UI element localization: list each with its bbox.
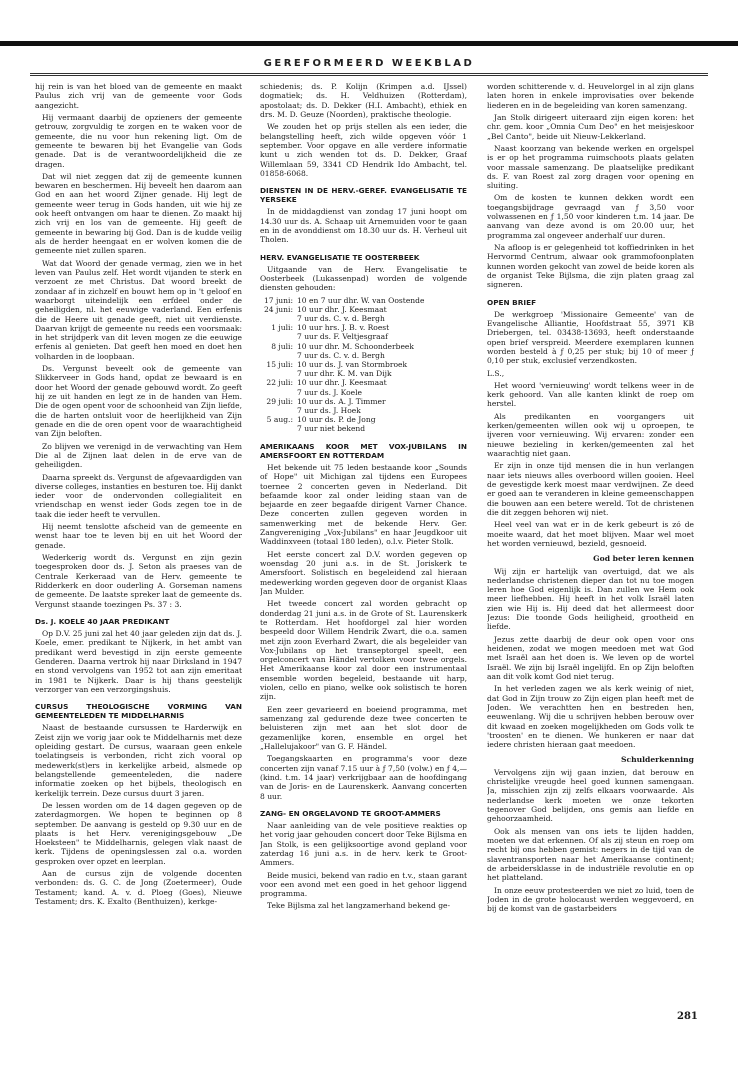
section-heading-oosterbeek: HERV. EVANGELISATIE TE OOSTERBEEK [260, 252, 420, 262]
schedule-line: 10 uur ds. J. van Stormbroek [297, 360, 408, 370]
section-heading-cursus: CURSUS THEOLOGISCHE VORMING VAN GEMEENTELEDEN TE MIDDELHARNIS [35, 702, 242, 721]
paragraph: Teke Bijlsma zal het langzamerhand bekend ge- [267, 901, 451, 911]
paragraph: Wat dat Woord der genade vermag, zien we in het leven van Paulus zelf. Het wordt vijanden te sterk en verzoent ze met Christus. Dat woord breekt de zondaar af in zichzelf en bouwt hem op in 't geloof en waarborgt uiteindelijk een erfdeel onder de geheiligden, nl. het eeuwige vaderland. Een erfenis die de Heere uit genade geeft, niet uit verdienste. Daarvan krijgt de gemeente nu reeds een voorsmaak: in het strijdperk van dit leven mogen ze die eeuwige erfenis al genieten. Dat geeft hen moed en doet hen volharden in de loopbaan. [35, 258, 242, 361]
section-heading-amerikaans-koor: AMERIKAANS KOOR MET VOX-JUBILANS IN AMERSFOORT EN ROTTERDAM [260, 441, 467, 460]
paragraph: Naast koorzang van bekende werken en orgelspel is er op het programma ruimschoots plaats gelaten voor massale samenzang. De plaatselijke predikant ds. F. van Roest zal zorg dragen voor opening en sluiting. [487, 143, 694, 191]
schedule-date: 24 juni: [263, 304, 293, 314]
paragraph: hij rein is van het bloed van de gemeente en maakt Paulus zich vrij van de gemeente voor Gods aangezicht. [35, 82, 242, 110]
service-schedule [260, 296, 467, 434]
paragraph: Het bekende uit 75 leden bestaande koor „Sounds of Hope" uit Michigan zal tijdens een Europees toernee 2 concerten geven in Nederland. Dit befaamde koor zal onder leiding staan van de bejaarde en zeer begaafde dirigent Varner Chance. Deze concerten zullen gegeven worden in samenwerking met de bekende Herv. Ger. Zangvereniging „Vox-Jubilans" en haar Jeugdkoor uit Waddinxveen (totaal 180 leden), o.l.v. Pieter Stolk. [260, 462, 467, 547]
masthead-title: GEREFORMEERD WEEKBLAD [263, 58, 475, 69]
paragraph: Wij zijn er hartelijk van overtuigd, dat we als nederlandse christenen dieper dan tot nu toe mogen leren hoe God eigenlijk is. Dan zullen we Hem ook meer liefhebben. Hij heeft in het volk Israël laten zien wie Hij is. Hij deed dat het allermeest door Jezus: Die toonde Gods heiligheid, grootheid en liefde. [487, 566, 694, 632]
paragraph: De werkgroep 'Missionaire Gemeente' van de Evangelische Alliantie, Hoofdstraat 55, 3971 KB Driebergen, tel. 03438-13693, heeft onderstaande open brief verspreid. Meerdere exemplaren kunnen worden besteld à ƒ 0,25 per stuk; bij 10 of meer ƒ 0,10 per stuk, exclusief verzendkosten. [487, 309, 694, 366]
page-number: 281 [677, 1011, 698, 1022]
schedule-line: 7 uur ds. J. Hoek [297, 406, 361, 416]
schedule-row [260, 305, 467, 323]
paragraph: Het eerste concert zal D.V. worden gegeven op woensdag 20 juni a.s. in de St. Joriskerk te Amersfoort. Solistisch en begeleidend zal hieraan medewerking worden gegeven door de organist Klaas Jan Mulder. [260, 549, 467, 596]
paragraph: Naar aanleiding van de vele positieve reakties op het vorig jaar gehouden concert door Teke Bijlsma en Jan Stolk, is een gelijksoortige avond gepland voor zaterdag 16 juni a.s. in de herv. kerk te Groot-Ammers. [260, 820, 467, 868]
schedule-line: 7 uur niet bekend [297, 424, 366, 434]
section-heading-groot-ammers: ZANG- EN ORGELAVOND TE GROOT-AMMERS [260, 808, 441, 818]
column-3 [487, 82, 694, 1042]
paragraph: Ook als mensen van ons iets te lijden hadden, moeten we dat erkennen. Of als zij steun en roep om recht bij ons hebben gemist: negers in de tijd van de slaventransporten naar het Amerikaanse continent; de arbeidersklasse in de industriële revolutie en op het platteland. [487, 826, 694, 883]
schedule-row [260, 323, 467, 341]
paragraph: Zo blijven we verenigd in de verwachting van Hem Die al de Zijnen laat delen in de erve van de geheiligden. [35, 441, 242, 470]
paragraph: Naast de bestaande cursussen te Harderwijk en Zeist zijn we vorig jaar ook te Middelharnis met deze opleiding gestart. De cursus, waaraan geen enkele toelatingseis is verbonden, richt zich vooral op medewerk(st)ers in kerkelijke arbeid, alsmede op belangstellende gemeenteleden, die nadere informatie zoeken op het bijbels, theologisch en kerkelijk terrein. Deze cursus duurt 3 jaren. [35, 723, 242, 798]
schedule-line: 10 uur ds. P. de Jong [297, 415, 376, 425]
paragraph: Vervolgens zijn wij gaan inzien, dat berouw en christelijke vreugde heel goed kunnen samengaan. Ja, misschien zijn zij zelfs elkaars voorwaarde. Als nederlandse kerk moeten we onze tekorten tegenover God belijden, ons gemis aan liefde en gehoorzaamheid. [487, 767, 694, 824]
schedule-line: 10 uur dhr. M. Schoonderbeek [297, 341, 414, 351]
paragraph: L.S., [487, 368, 505, 378]
paragraph: Aan de cursus zijn de volgende docenten verbonden: ds. G. C. de Jong (Zoetermeer), Oude Testament; kand. A. v. d. Ploeg (Goes), Nieuwe Testament; drs. K. Exalto (Benthuizen), kerkge- [35, 869, 242, 907]
column-2 [260, 82, 467, 1042]
paragraph: Als predikanten en voorgangers uit kerken/gemeenten willen ook wij u oproepen, te ijveren voor vernieuwing. Wij ervaren: zonder een nieuwe bezieling in kerken/gemeenten zal het waarachtig niet gaan. [487, 411, 694, 459]
schedule-line: 7 uur ds. C. v. d. Bergh [297, 314, 385, 324]
schedule-date: 1 juli: [271, 323, 293, 333]
paragraph: Op D.V. 25 juni zal het 40 jaar geleden zijn dat ds. J. Koele, emer. predikant te Nijkerk, in het ambt van predikant werd bevestigd in zijn eerste gemeente Genderen. Daarna vertrok hij naar Dirksland in 1947 en stond vervolgens van 1952 tot aan zijn emeritaat in 1981 te Nijkerk. Daar is hij thans geestelijk verzorger van een verzorgingshuis. [35, 628, 242, 694]
paragraph: Jezus zette daarbij de deur ook open voor ons heidenen, zodat we mogen meedoen met wat God met Israël aan het doen is. We leven op de wortel Israël. We zijn bij Israël ingelijfd. En op Zijn beloften aan dit volk komt God niet terug. [487, 634, 694, 681]
paragraph: Toegangskaarten en programma's voor deze concerten zijn vanaf 7.15 uur à ƒ 7,50 (volw.) en ƒ 4,— (kind. t.m. 14 jaar) verkrijgbaar aan de hoofdingang van de Joris- en de Laurenskerk. Aanvang concerten 8 uur. [260, 754, 467, 801]
paragraph: Wederkerig wordt ds. Vergunst en zijn gezin toegesproken door ds. J. Seton als praeses van de Centrale Kerkeraad van de Herv. gemeente te Ridderkerk en door ouderling A. Gorseman namens de gemeente. De laatste spreker laat de gemeente ds. Vergunst staande toezingen Ps. 37 : 3. [35, 553, 242, 609]
paragraph: Beide musici, bekend van radio en t.v., staan garant voor een avond met een goed in het gehoor liggend programma. [260, 870, 467, 899]
schedule-line: 10 en 7 uur dhr. W. van Oostende [297, 295, 425, 305]
schedule-date: 22 juli: [266, 378, 293, 388]
schedule-line: 7 uur dhr. K. M. van Dijk [297, 369, 392, 379]
section-heading-open-brief: OPEN BRIEF [487, 297, 537, 307]
paragraph: Een zeer gevarieerd en boeiend programma, met samenzang zal gedurende deze twee concerten te beluisteren zijn met aan het slot door de gezamenlijke koren, ensemble en orgel het „Hallelujakoor" van G. F. Händel. [260, 704, 467, 751]
paragraph: Hij vermaant daarbij de opzieners der gemeente getrouw, zorgvuldig te zorgen en te waken voor de gemeente, die nu voor hun rekening ligt. Om de gemeente te bewaren bij het Evangelie van Gods genade. Dat is de verantwoordelijkheid die ze dragen. [35, 112, 242, 169]
schedule-line: 7 uur ds. J. Koele [297, 387, 362, 397]
schedule-date: 5 aug.: [266, 415, 293, 425]
paragraph: In onze eeuw protesteerden we niet zo luid, toen de Joden in de grote holocaust werden weggevoerd, en bij de komst van de gastarbeiders [487, 885, 694, 914]
top-black-bar [0, 41, 738, 46]
schedule-line: 10 uur hrs. J. B. v. Roest [297, 323, 390, 333]
paragraph: We zouden het op prijs stellen als een ieder, die belangstelling heeft, zich wilde opgeven vóór 1 september. Voor opgave en alle verdere informatie kunt u zich wenden tot ds. D. Dekker, Graaf Willemlaan 59, 3341 CD Hendrik Ido Ambacht, tel. 01858-6068. [260, 122, 467, 178]
paragraph: Heel veel van wat er in de kerk gebeurt is zó de moeite waard, dat het moet blijven. Maar wel moet het worden vernieuwd, bezield, gesnoeid. [487, 520, 694, 548]
schedule-date: 17 juni: [263, 295, 293, 305]
paragraph: Uitgaande van de Herv. Evangelisatie te Oosterbeek (Lukassenpad) worden de volgende diensten gehouden: [260, 264, 467, 293]
schedule-row [260, 360, 467, 378]
schedule-date: 8 juli: [271, 341, 293, 351]
schedule-row [260, 296, 467, 305]
paragraph: Hij neemt tenslotte afscheid van de gemeente en wenst haar toe te leven bij en uit het Woord der genade. [35, 522, 242, 550]
schedule-row [260, 397, 467, 415]
schedule-line: 10 uur dhr. J. Keesmaat [297, 304, 387, 314]
paragraph: worden schitterende v. d. Heuvelorgel in al zijn glans laten horen in enkele improvisaties over bekende liederen en in de begeleiding van koren samenzang. [487, 82, 694, 110]
schedule-line: 10 uur dhr. J. Keesmaat [297, 378, 387, 388]
paragraph: Het tweede concert zal worden gebracht op donderdag 21 juni a.s. in de Grote of St. Laurenskerk te Rotterdam. Het hoofdorgel zal hier worden bespeeld door Willem Hendrik Zwart, die o.a. samen met zijn zoon Everhard Zwart, die als begeleider van Vox-Jubilans op het transeptorgel speelt, een orgelconcert van Händel vertolken voor twee orgels. Het Amerikaanse koor zal door een instrumentaal ensemble worden begeleid, bestaande uit harp, violen, cello en piano, welke ook solistisch te horen zijn. [260, 599, 467, 702]
paragraph: Er zijn in onze tijd mensen die in hun verlangen naar iets nieuws alles overboord willen gooien. Heel de gevestigde kerk moest maar verdwijnen. Ze deed er goed aan te veranderen in kleine gemeenschappen die bouwen aan een betere wereld. Tot de christenen die dit zeggen behoren wij niet. [487, 461, 694, 517]
paragraph: Daarna spreekt ds. Vergunst de afgevaardigden van diverse colleges, instanties en besturen toe. Hij dankt ieder voor de ondervonden collegialiteit en vriendschap en wenst ieder Gods zegen toe in de taak die ieder heeft te vervullen. [35, 472, 242, 519]
schedule-row [260, 342, 467, 360]
schedule-date: 29 juli: [266, 396, 293, 406]
schedule-line: 7 uur ds. F. Veltjesgraaf [297, 332, 388, 342]
paragraph: Het woord 'vernieuwing' wordt telkens weer in de kerk gehoord. Van alle kanten klinkt de roep om herstel. [487, 380, 694, 409]
paragraph: Dat wil niet zeggen dat zij de gemeente kunnen bewaren en beschermen. Hij beveelt hen daarom aan God en aan het woord Zijner genade. Hij legt de gemeente weer terug in Gods handen, uit wie hij ze ook heeft ontvangen om haar te dienen. Zo maakt hij zich vrij en los van de gemeente. Hij geeft de gemeente in bewaring bij God. Dan is de kudde veilig als de herder heengaat en er wolven komen die de gemeente niet zullen sparen. [35, 171, 242, 256]
schedule-line: 7 uur ds. C. v. d. Bergh [297, 350, 385, 360]
paragraph: Ds. Vergunst beveelt ook de gemeente van Slikkerveer in Gods hand, opdat ze bewaard is en door het Woord der genade gebouwd wordt. Zo geeft hij ze uit handen en legt ze in de handen van Hem. Die de ogen opent voor de schoonheid van Zijn liefde, die de harten ontsluit voor de heerlijkheid van Zijn genade en die de oren opent voor de waarachtigheid van Zijn beloften. [35, 364, 242, 439]
schedule-row [260, 378, 467, 396]
paragraph: Na afloop is er gelegenheid tot koffiedrinken in het Hervormd Centrum, alwaar ook grammofoonplaten kunnen worden gekocht van zowel de beide koren als de organist Teke Bijlsma, die zijn platen graag zal signeren. [487, 243, 694, 290]
section-heading-koele: Ds. J. KOELE 40 JAAR PREDIKANT [35, 616, 170, 626]
paragraph: schiedenis; ds. P. Kolijn (Krimpen a.d. IJssel) dogmatiek; ds. H. Veldhuizen (Rotterdam), apostolaat; ds. D. Dekker (H.I. Ambacht), ethiek en drs. M. D. Geuze (Noorden), praktische theologie. [260, 82, 467, 119]
paragraph: Jan Stolk dirigeert uiteraard zijn eigen koren: het chr. gem. koor „Omnia Cum Deo" en het meisjeskoor „Bel Canto", beide uit Nieuw-Lekkerland. [487, 112, 694, 141]
masthead-rule-2 [30, 75, 708, 76]
paragraph: In het verleden zagen we als kerk weinig of niet, dat God in Zijn trouw zo Zijn eigen plan heeft met de Joden. We verachtten hen en bestreden hen, eeuwenlang. Wij die u schrijven hebben berouw over dit kwaad en zoeken mogelijkheden om Gods volk te 'troosten' en te dienen. We hunkeren er naar dat iedere christen hieraan gaat meedoen. [487, 684, 694, 750]
column-1 [35, 82, 242, 1042]
paragraph: Om de kosten te kunnen dekken wordt een toegangsbijdrage gevraagd van ƒ 3,50 voor volwassenen en ƒ 1,50 voor kinderen t.m. 14 jaar. De aanvang van deze avond is om 20.00 uur, het programma zal ongeveer anderhalf uur duren. [487, 193, 694, 240]
subheading-god-beter-leren-kennen: God beter leren kennen [593, 554, 694, 564]
schedule-line: 10 uur ds. A. J. Timmer [297, 396, 386, 406]
masthead-rule [30, 73, 708, 74]
schedule-date: 15 juli: [266, 360, 293, 370]
subheading-schulderkenning: Schulderkenning [620, 755, 694, 765]
paragraph: In de middagdienst van zondag 17 juni hoopt om 14.30 uur ds. A. Schaap uit Arnemuiden voor te gaan en in de avonddienst om 18.30 uur ds. H. Verheul uit Tholen. [260, 207, 467, 245]
schedule-row [260, 415, 467, 433]
section-heading-yerseke: DIENSTEN IN DE HERV.-GEREF. EVANGELISATIE TE YERSEKE [260, 186, 467, 205]
paragraph: De lessen worden om de 14 dagen gegeven op de zaterdagmorgen. We hopen te beginnen op 8 september. De aanvang is gesteld op 9.30 uur en de plaats is het Herv. verenigingsgebouw „De Hoeksteen" te Middelharnis, gelegen vlak naast de kerk. Tijdens de openingslessen zal o.a. worden gesproken over opzet en leerplan. [35, 800, 242, 866]
